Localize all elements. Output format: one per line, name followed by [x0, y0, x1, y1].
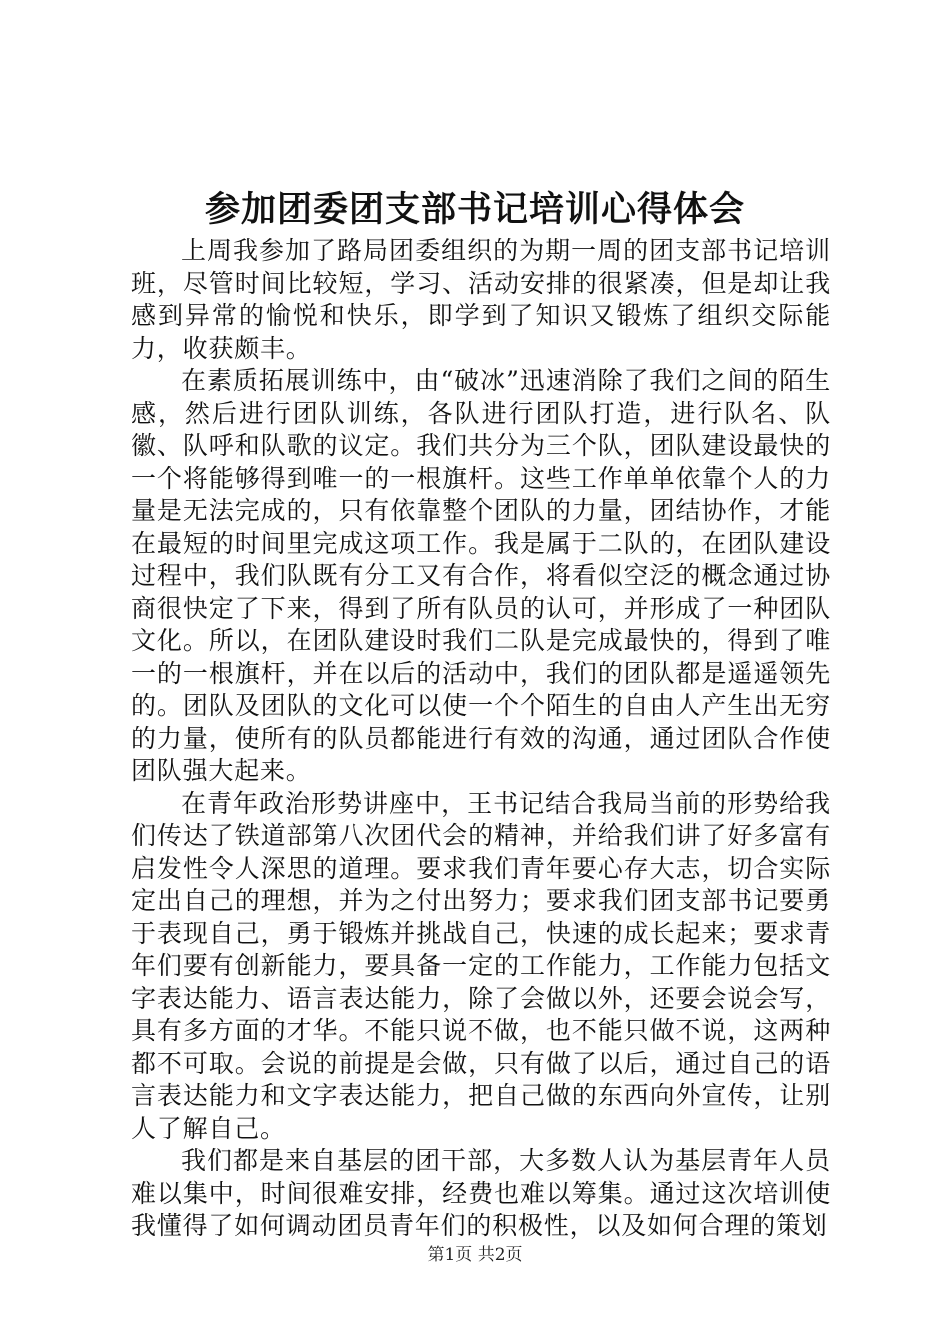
document-title: 参加团委团支部书记培训心得体会 — [204, 189, 745, 230]
page-footer: 第1页 共2页 — [427, 1245, 523, 1265]
paragraph-2: 在素质拓展训练中，由“破冰”迅速消除了我们之间的陌生感，然后进行团队训练，各队进行团队打造，进行队名、队徽、队呼和队歌的议定。我们共分为三个队，团队建设最快的一个将能够得到唯一的一根旗杆。这些工作单单依靠个人的力量是无法完成的，只有依靠整个团队的力量，团结协作，才能在最短的时间里完成这项工作。我是属于二队的，在团队建设过程中，我们队既有分工又有合作，将看似空泛的概念通过协商很快定了下来，得到了所有队员的认可，并形成了一种团队文化。所以，在团队建设时我们二队是完成最快的，得到了唯一的一根旗杆，并在以后的活动中，我们的团队都是遥遥领先的。团队及团队的文化可以使一个个陌生的自由人产生出无穷的力量，使所有的队员都能进行有效的沟通，通过团队合作使团队强大起来。 — [131, 366, 831, 785]
paragraph-1: 上周我参加了路局团委组织的为期一周的团支部书记培训班，尽管时间比较短，学习、活动安排的很紧凑，但是却让我感到异常的愉悦和快乐，即学到了知识又锻炼了组织交际能力，收获颇丰。 — [131, 236, 831, 363]
paragraph-3: 在青年政治形势讲座中，王书记结合我局当前的形势给我们传达了铁道部第八次团代会的精神，并给我们讲了好多富有启发性令人深思的道理。要求我们青年要心存大志，切合实际定出自己的理想，并为之付出努力；要求我们团支部书记要勇于表现自己，勇于锻炼并挑战自己，快速的成长起来；要求青年们要有创新能力，要具备一定的工作能力，工作能力包括文字表达能力、语言表达能力，除了会做以外，还要会说会写，具有多方面的才华。不能只说不做，也不能只做不说，这两种都不可取。会说的前提是会做，只有做了以后，通过自己的语言表达能力和文字表达能力，把自己做的东西向外宣传，让别人了解自己。 — [131, 788, 831, 1143]
document-body — [131, 235, 831, 1243]
paragraph-4: 我们都是来自基层的团干部，大多数人认为基层青年人员难以集中，时间很难安排，经费也难以筹集。通过这次培训使我懂得了如何调动团员青年们的积极性，以及如何合理的策划 — [131, 1146, 831, 1240]
